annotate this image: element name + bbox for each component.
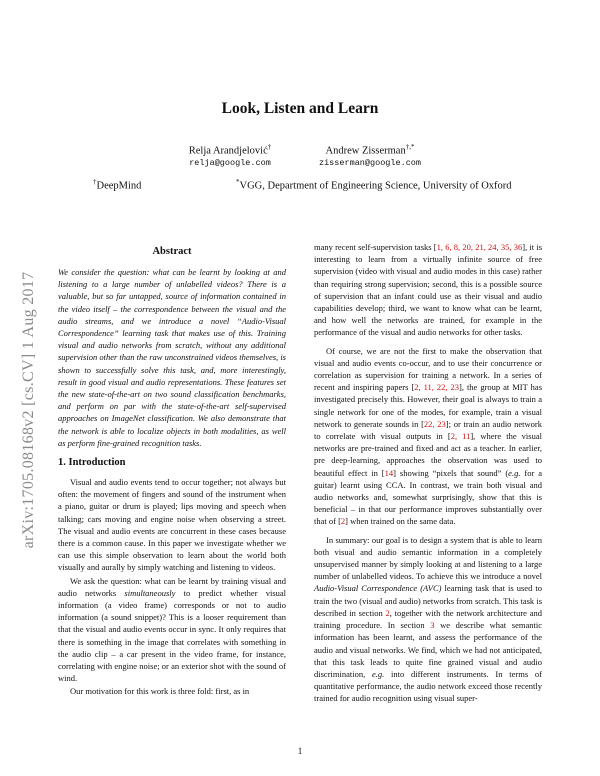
author-2-name: Andrew Zisserman	[325, 145, 406, 157]
rp2-f: for a guitar) learnt using CCA. In contrast, we train both visual and audio networks and, somewhat surprisingly, show that this is beneficial – in that our performance improves substantially over that of [	[314, 467, 542, 527]
rp1-b: ], it is interesting to learn from a virtually infinite source of free supervision (video with visual and audio modes in this case) rather than requiring strong supervision; second, this is a possible source of supervision that an infant could use as their visual and audio capabilities develop; third, we want to know what can be learnt, and how well the networks are trained, for example in the performance of the visual and audio networks for other tasks.	[314, 242, 543, 338]
affiliation-1-mark: †	[93, 178, 97, 186]
rp1-a: many recent self-supervision tasks [	[314, 242, 437, 252]
affiliation-1	[93, 178, 141, 192]
abstract-text: We consider the question: what can be learnt by looking at and listening to a large number of unlabelled videos? There is a valuable, but so far untapped, source of information contained in the video itself – the correspondence between the visual and the audio streams, and we introduce a novel “Audio-Visual Correspondence” learning task that makes use of this. Training visual and audio networks from scratch, without any additional supervision other than the raw unconstrained videos themselves, is shown to successfully solve this task, and, more interestingly, result in good visual and audio representations. These features set the new state-of-the-art on two sound classification benchmarks, and perform on par with the state-of-the-art self-supervised approaches on ImageNet classification. We also demonstrate that the network is able to localize objects in both modalities, as well as perform fine-grained recognition tasks.	[58, 267, 286, 448]
citation-link[interactable]: 2, 11, 22, 23	[414, 382, 459, 393]
section-link[interactable]: 3	[430, 620, 435, 631]
citation-link[interactable]: 22, 23	[423, 418, 446, 429]
citation-link[interactable]: 2	[340, 516, 346, 527]
right-paragraph-1	[314, 241, 542, 339]
affiliation-2-name: VGG, Department of Engineering Science, University of Oxford	[239, 180, 512, 192]
rp3-a: In summary: our goal is to design a system that is able to learn both visual and audio semantic information in a completely unsupervised manner by simply looking at and listening to a large number of unlabelled videos. To achieve this we introduce a novel	[314, 534, 542, 582]
citation-link[interactable]: 2, 11	[450, 431, 471, 442]
intro-p2-end: to predict whether visual information (a video frame) corresponds or not to audio information (a sound snippet)? This is a looser requirement than that the visual and audio events occur in sync. It only requires that there is something in the image that correlates with something in the audio clip – a car present in the video frame, for instance, correlating with engine noise; or an exterior shot with the sound of wind.	[58, 587, 287, 684]
author-1-name: Relja Arandjelović	[188, 145, 268, 157]
rp2-c: ]; or train an audio network to correlate with visual outputs in [	[314, 418, 543, 442]
affiliation-2	[236, 178, 512, 192]
rp2-g: ] when trained on the same data.	[345, 516, 456, 527]
citation-link[interactable]: 14	[384, 467, 394, 478]
introduction-heading: 1. Introduction	[58, 457, 126, 468]
arxiv-identifier: arXiv:1705.08168v2 [cs.CV] 1 Aug 2017	[20, 271, 37, 549]
rp2-a: Of course, we are not the first to make the observation that visual and audio events co-occur, and to use their concurrence or correlation as supervision for training a network. In a series of recent and inspiring papers [	[314, 345, 542, 393]
rp3-c: , together with the network architecture and training procedure. In section	[314, 607, 542, 631]
intro-paragraph-2	[58, 575, 286, 685]
rp2-b: ], the group at MIT has investigated precisely this. However, their goal is always to train a single network for one of the modes, for example, train a visual network to generate sounds in [	[314, 382, 542, 429]
author-2-mark: †,*	[405, 143, 415, 151]
rp2-e: ] showing “pixels that sound” (	[393, 467, 509, 478]
rp3-b: learning task that is used to train the two (visual and audio) networks from scratch. This task is described in section	[314, 583, 542, 618]
paper-title: Look, Listen and Learn	[221, 100, 379, 117]
section-link[interactable]: 2	[385, 607, 390, 618]
abstract-heading: Abstract	[152, 246, 192, 257]
page-number: 1	[297, 746, 303, 756]
right-paragraph-3	[314, 534, 542, 705]
rp3-e: into different instruments. In terms of quantitative performance, the audio network exceed those recently trained for audio recognition using visual super-	[314, 668, 543, 704]
author-1-mark: †	[267, 143, 272, 151]
affiliation-2-mark: *	[236, 178, 240, 186]
author-1-email: relja@google.com	[189, 158, 271, 168]
author-2	[290, 143, 450, 157]
intro-paragraph-3: Our motivation for this work is three fold: first, as in	[70, 686, 250, 697]
affiliation-1-name: DeepMind	[96, 180, 142, 192]
arxiv-side-stamp	[18, 200, 40, 620]
rp3-eg: e.g.	[372, 668, 385, 679]
introduction-body	[58, 476, 286, 698]
rp2-eg: e.g.	[508, 467, 521, 478]
author-1	[150, 143, 310, 157]
citation-link[interactable]: 1, 6, 8, 20, 21, 24, 35, 36	[436, 242, 523, 252]
rp2-d: ], where the visual networks are pre-trained and fixed and act as a teacher. In earlier, pre deep-learning, approaches the observation was used to beautiful effect in [	[314, 431, 542, 478]
intro-p2-emphasis: simultaneously	[124, 587, 176, 598]
rp3-em: Audio-Visual Correspondence (AVC)	[314, 583, 442, 594]
right-column	[314, 241, 542, 705]
intro-p2-start: We ask the question: what can be learnt by training visual and audio networks	[58, 575, 286, 598]
right-paragraph-2	[314, 345, 542, 528]
author-2-email: zisserman@google.com	[318, 158, 422, 168]
intro-paragraph-1: Visual and audio events tend to occur together; not always but often: the movement of fingers and sound of the instrument when a piano, guitar or drum is played; lips moving and speech when talking; cars moving and engine noise when observing a street. The visual and audio events are concurrent in these cases because there is a common cause. In this paper we investigate whether we can use this simple observation to learn about the world both visually and aurally by simply watching and listening to videos.	[58, 477, 286, 573]
rp3-d: we describe what semantic information has been learnt, and assess the performance of the audio and visual networks. We find, which we had not anticipated, that this task leads to quite fine grained visual and audio discrimination,	[314, 620, 543, 679]
